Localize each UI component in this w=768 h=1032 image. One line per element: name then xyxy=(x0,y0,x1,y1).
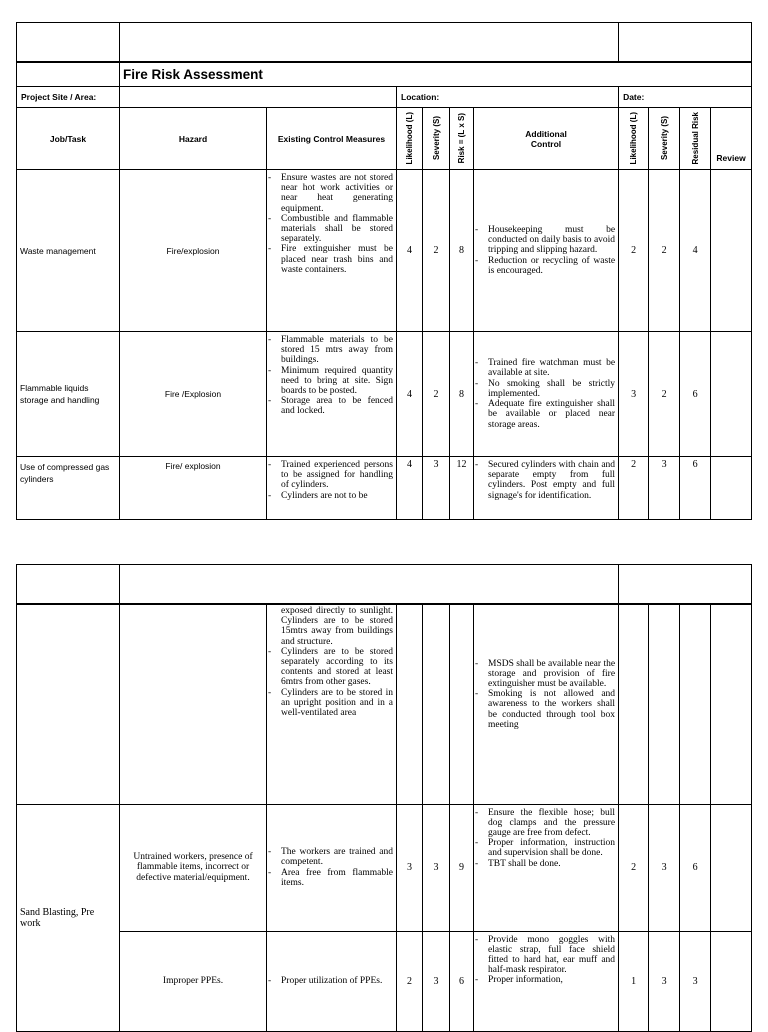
header-company-cell xyxy=(120,565,619,605)
additional-control-cell xyxy=(474,332,619,457)
likelihood-2-value: 1 xyxy=(619,931,649,1031)
severity-value: 3 xyxy=(423,804,450,931)
likelihood-2-value: 3 xyxy=(619,332,649,457)
risk-value: 12 xyxy=(450,457,474,520)
severity-2-value: 2 xyxy=(649,332,680,457)
additional-control-cell xyxy=(474,604,619,804)
risk-assessment-table-page-1 xyxy=(16,22,752,520)
col-severity: Severity (S) xyxy=(431,116,441,161)
control-item: - Ensure wastes are not stored near hot work activities or near heat generating equipment. xyxy=(267,173,393,214)
control-item: - Proper utilization of PPEs. xyxy=(267,976,393,986)
table-row xyxy=(17,332,752,457)
col-likelihood-2: Likelihood (L) xyxy=(629,112,639,165)
hazard-cell: Fire/explosion xyxy=(120,170,267,332)
review-cell xyxy=(711,332,752,457)
table-row-continuation xyxy=(17,604,752,804)
control-item: - Cylinders are to be stored in an upright position and in a well-ventilated area xyxy=(267,688,393,719)
hazard-cell: Improper PPEs. xyxy=(120,931,267,1031)
control-item: - Fire extinguisher must be placed near trash bins and waste containers. xyxy=(267,244,393,275)
col-residual-risk: Residual Risk xyxy=(690,112,700,165)
additional-item: - Proper information, instruction and supervision shall be done. xyxy=(474,838,615,858)
severity-2-value: 3 xyxy=(649,931,680,1031)
severity-2-value xyxy=(649,604,680,804)
date-label: Date: xyxy=(619,87,752,108)
control-item: - The workers are trained and competent. xyxy=(267,847,393,867)
additional-control-cell xyxy=(474,457,619,520)
control-item: - Cylinders are not to be xyxy=(267,491,393,501)
additional-item: - Provide mono goggles with elastic strap, full face shield fitted to hard hat, ear muff and half-mask respirator. xyxy=(474,935,615,976)
risk-value: 6 xyxy=(450,931,474,1031)
control-item: - Storage area to be fenced and locked. xyxy=(267,396,393,416)
col-severity-2: Severity (S) xyxy=(659,116,669,161)
review-cell xyxy=(711,931,752,1031)
review-cell xyxy=(711,804,752,931)
hazard-cell: Fire/ explosion xyxy=(120,457,267,520)
additional-control-cell xyxy=(474,170,619,332)
col-existing-controls: Existing Control Measures xyxy=(267,108,397,170)
likelihood-value xyxy=(397,604,423,804)
control-item: - Minimum required quantity need to bring at site. Sign boards to be posted. xyxy=(267,366,393,397)
additional-item: - Reduction or recycling of waste is encouraged. xyxy=(474,256,615,276)
risk-value: 8 xyxy=(450,170,474,332)
document-header-row xyxy=(17,23,752,63)
existing-controls-cell xyxy=(267,170,397,332)
project-site-value xyxy=(120,87,397,108)
project-site-label: Project Site / Area: xyxy=(17,87,120,108)
residual-risk-value: 6 xyxy=(680,332,711,457)
col-additional-control: Additional Control xyxy=(474,108,619,170)
likelihood-2-value xyxy=(619,604,649,804)
severity-value: 2 xyxy=(423,332,450,457)
col-likelihood: Likelihood (L) xyxy=(405,112,414,165)
hazard-cell: Fire /Explosion xyxy=(120,332,267,457)
risk-assessment-table-page-2 xyxy=(16,564,752,1032)
likelihood-value: 3 xyxy=(397,804,423,931)
title-row xyxy=(17,62,752,87)
col-hazard: Hazard xyxy=(120,108,267,170)
col-risk: Risk = (L x S) xyxy=(457,113,466,164)
table-row xyxy=(17,804,752,931)
additional-item: - Ensure the flexible hose; bull dog clamps and the pressure gauge are free from defect. xyxy=(474,808,615,839)
likelihood-2-value: 2 xyxy=(619,170,649,332)
additional-item: - TBT shall be done. xyxy=(474,859,615,869)
existing-controls-cell xyxy=(267,457,397,520)
control-item: - Combustible and flammable materials shall be stored separately. xyxy=(267,214,393,245)
additional-item: - Trained fire watchman must be available at site. xyxy=(474,358,615,378)
additional-item: - MSDS shall be available near the storage and provision of fire extinguisher must be available. xyxy=(474,659,615,690)
severity-2-value: 3 xyxy=(649,804,680,931)
existing-controls-cell xyxy=(267,931,397,1031)
risk-value xyxy=(450,604,474,804)
residual-risk-value: 6 xyxy=(680,457,711,520)
existing-controls-cell xyxy=(267,604,397,804)
header-company-cell xyxy=(120,23,619,63)
additional-item: - Secured cylinders with chain and separate empty from full cylinders. Post empty and full signage's for identification. xyxy=(474,460,615,501)
job-task-cell: Sand Blasting, Pre work xyxy=(17,804,120,1031)
likelihood-value: 4 xyxy=(397,170,423,332)
location-label: Location: xyxy=(397,87,619,108)
document-header-row xyxy=(17,565,752,605)
title-blank-cell xyxy=(17,62,120,87)
severity-value: 2 xyxy=(423,170,450,332)
control-item: - Cylinders are to be stored separately according to its contents and stored at least 6mtrs from other gases. xyxy=(267,647,393,688)
page-1 xyxy=(16,22,751,520)
table-row xyxy=(17,170,752,332)
likelihood-value: 4 xyxy=(397,332,423,457)
existing-controls-cell xyxy=(267,804,397,931)
hazard-cell xyxy=(120,604,267,804)
likelihood-value: 2 xyxy=(397,931,423,1031)
hazard-cell: Untrained workers, presence of flammable items, incorrect or defective material/equipment. xyxy=(120,804,267,931)
job-task-cell: Use of compressed gas cylinders xyxy=(17,457,120,520)
header-logo-cell xyxy=(17,565,120,605)
additional-item: - No smoking shall be strictly implemented. xyxy=(474,379,615,399)
likelihood-value: 4 xyxy=(397,457,423,520)
likelihood-2-value: 2 xyxy=(619,804,649,931)
control-item: - Trained experienced persons to be assigned for handling of cylinders. xyxy=(267,460,393,491)
residual-risk-value: 4 xyxy=(680,170,711,332)
table-row xyxy=(17,457,752,520)
additional-control-cell xyxy=(474,931,619,1031)
control-item: - Area free from flammable items. xyxy=(267,868,393,888)
severity-value xyxy=(423,604,450,804)
likelihood-2-value: 2 xyxy=(619,457,649,520)
review-cell xyxy=(711,457,752,520)
severity-value: 3 xyxy=(423,457,450,520)
job-task-cell: Flammable liquids storage and handling xyxy=(17,332,120,457)
additional-control-cell xyxy=(474,804,619,931)
risk-value: 9 xyxy=(450,804,474,931)
header-doc-info-cell xyxy=(619,565,752,605)
additional-item: - Housekeeping must be conducted on daily basis to avoid tripping and slipping hazard. xyxy=(474,225,615,256)
review-cell xyxy=(711,170,752,332)
review-cell xyxy=(711,604,752,804)
job-task-cell: Waste management xyxy=(17,170,120,332)
col-review: Review xyxy=(711,108,752,170)
header-logo-cell xyxy=(17,23,120,63)
additional-item: - Smoking is not allowed and awareness to the workers shall be conducted through tool box meeting xyxy=(474,689,615,730)
residual-risk-value: 6 xyxy=(680,804,711,931)
header-doc-info-cell xyxy=(619,23,752,63)
meta-row xyxy=(17,87,752,108)
column-header-row xyxy=(17,108,752,170)
additional-item: - Adequate fire extinguisher shall be available or placed near storage areas. xyxy=(474,399,615,430)
col-job-task: Job/Task xyxy=(17,108,120,170)
existing-controls-cell xyxy=(267,332,397,457)
severity-2-value: 3 xyxy=(649,457,680,520)
control-item: - Flammable materials to be stored 15 mtrs away from buildings. xyxy=(267,335,393,366)
severity-2-value: 2 xyxy=(649,170,680,332)
page-2 xyxy=(16,564,751,1032)
severity-value: 3 xyxy=(423,931,450,1031)
residual-risk-value xyxy=(680,604,711,804)
additional-item: - Proper information, xyxy=(474,975,615,985)
job-task-cell xyxy=(17,604,120,804)
residual-risk-value: 3 xyxy=(680,931,711,1031)
risk-value: 8 xyxy=(450,332,474,457)
control-item: exposed directly to sunlight. Cylinders are to be stored 15mtrs away from buildings and structure. xyxy=(281,606,393,647)
table-row xyxy=(17,931,752,1031)
form-title: Fire Risk Assessment xyxy=(120,62,752,87)
